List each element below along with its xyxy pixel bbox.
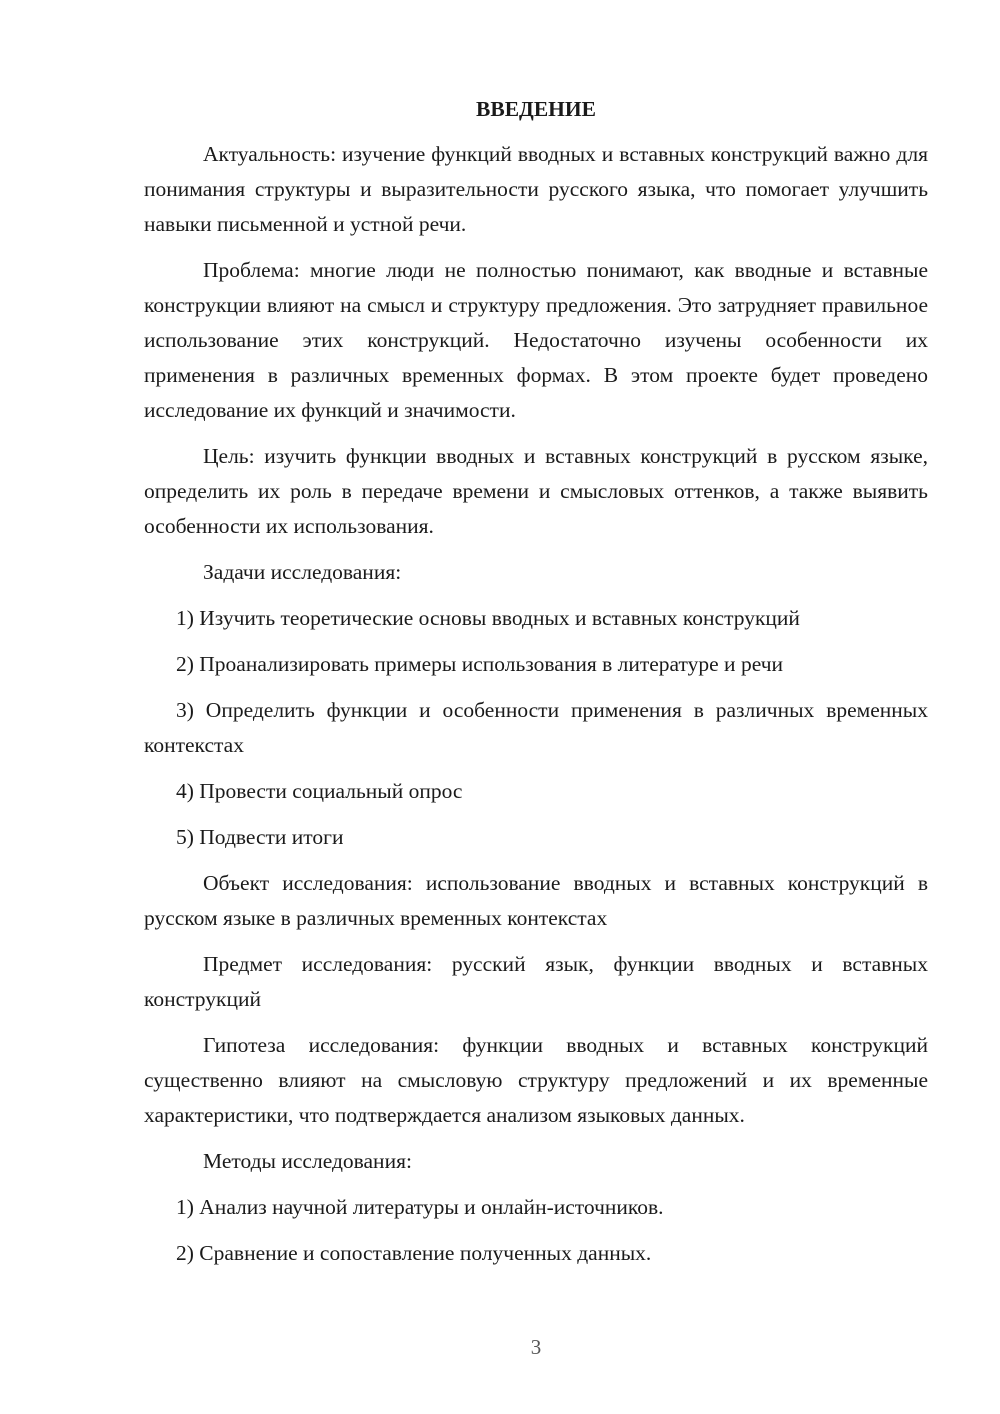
goal-paragraph: Цель: изучить функции вводных и вставных конструкций в русском языке, определить их роль в передаче времени и смысловых оттенков, а также выявить особенности их использования. xyxy=(144,444,928,538)
list-item: 1) Анализ научной литературы и онлайн-источников. xyxy=(176,1195,664,1219)
list-item: 1) Изучить теоретические основы вводных и вставных конструкций xyxy=(176,606,800,630)
methods-title: Методы исследования: xyxy=(203,1149,412,1173)
hypothesis-paragraph: Гипотеза исследования: функции вводных и вставных конструкций существенно влияют на смысловую структуру предложений и их временные характеристики, что подтверждается анализом языковых данных. xyxy=(144,1033,928,1127)
list-item: 5) Подвести итоги xyxy=(176,825,344,849)
relevance-paragraph: Актуальность: изучение функций вводных и вставных конструкций важно для понимания структуры и выразительности русского языка, что помогает улучшить навыки письменной и устной речи. xyxy=(144,142,928,236)
list-item: 4) Провести социальный опрос xyxy=(176,779,463,803)
page-number: 3 xyxy=(530,1335,542,1359)
problem-paragraph: Проблема: многие люди не полностью понимают, как вводные и вставные конструкции влияют на смысл и структуру предложения. Это затрудняет правильное использование этих конструкций. Недостаточно изучены особенности их применения в различных временных формах. В этом проекте будет проведено исследование их функций и значимости. xyxy=(144,258,928,422)
tasks-list xyxy=(144,601,928,855)
list-item: 3) Определить функции и особенности применения в различных временных контекстах xyxy=(144,698,928,757)
object-paragraph: Объект исследования: использование вводных и вставных конструкций в русском языке в различных временных контекстах xyxy=(144,871,928,930)
methods-list xyxy=(144,1190,928,1271)
tasks-title: Задачи исследования: xyxy=(203,560,402,584)
section-heading: ВВЕДЕНИЕ xyxy=(476,97,596,121)
list-item: 2) Проанализировать примеры использования в литературе и речи xyxy=(176,652,784,676)
list-item: 2) Сравнение и сопоставление полученных данных. xyxy=(176,1241,652,1265)
subject-paragraph: Предмет исследования: русский язык, функции вводных и вставных конструкций xyxy=(144,952,928,1011)
page-content xyxy=(144,92,928,1282)
